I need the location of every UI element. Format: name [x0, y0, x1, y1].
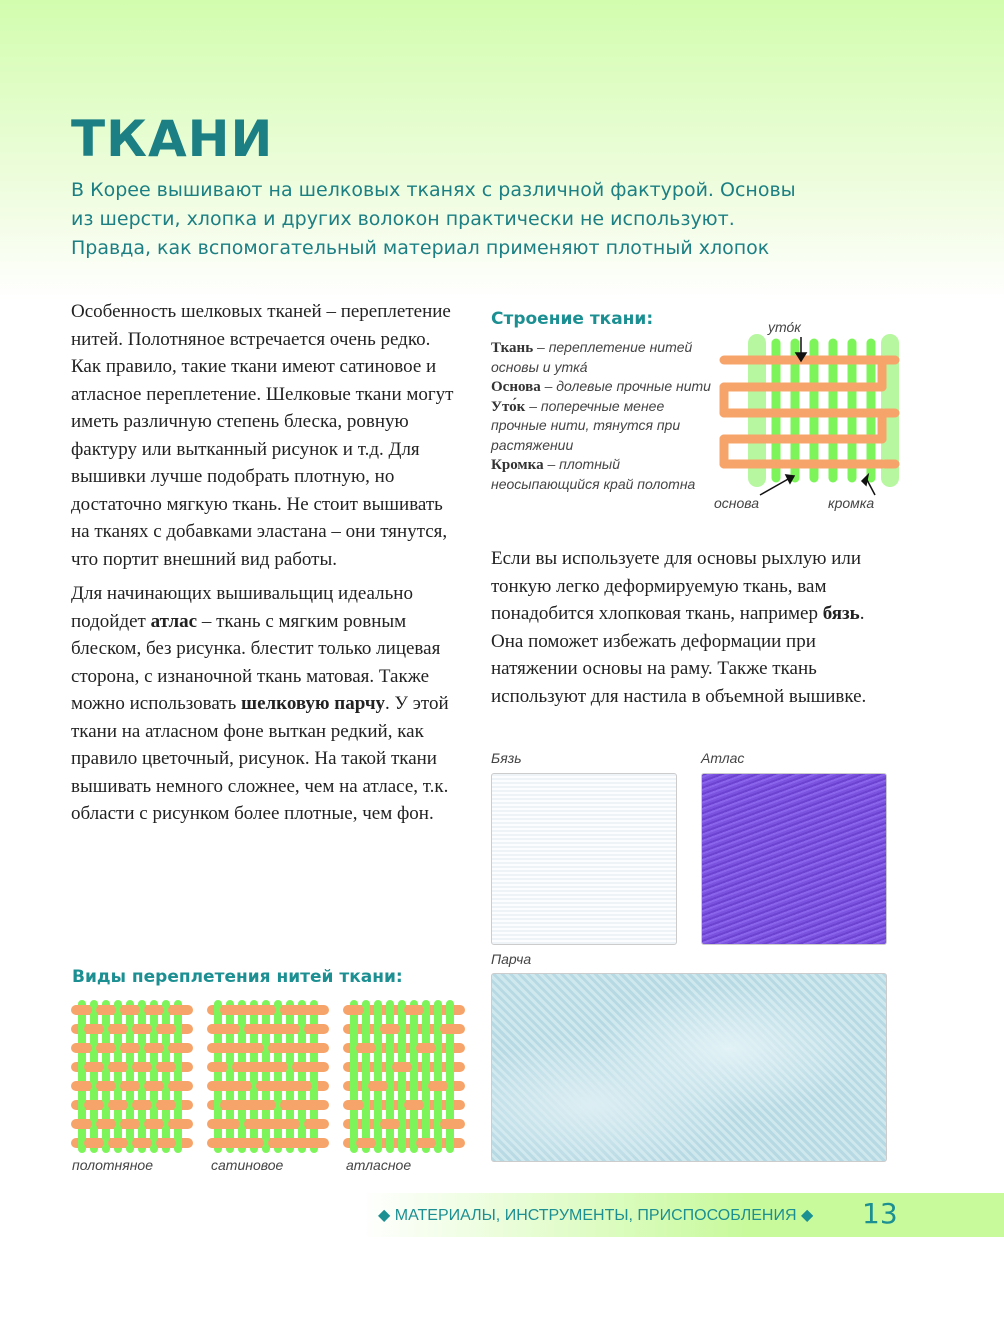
def-term: Уто́к: [491, 398, 526, 415]
weave-label: атласное: [346, 1157, 412, 1173]
bold-term: шелковую парчу: [241, 693, 386, 714]
weave-diagrams: [68, 1000, 468, 1180]
def-item: [491, 455, 713, 494]
paragraph: [71, 580, 461, 828]
weave-label: полотняное: [72, 1157, 153, 1173]
lead-line: из шерсти, хлопка и других волокон практически не используют.: [71, 208, 735, 230]
selvage-label: кромка: [828, 495, 875, 511]
lead-line: В Корее вышивают на шелковых тканях с различной фактурой. Основы: [71, 179, 796, 201]
warp-label: основа: [714, 495, 760, 511]
fabric-structure-diagram: [710, 315, 900, 515]
bold-term: атлас: [150, 610, 198, 632]
lead-line: Правда, как вспомогательный материал применяют плотный хлопок: [71, 237, 770, 259]
arrow-head: [862, 475, 868, 485]
def-term: Кромка: [491, 457, 544, 473]
text-run: . Она поможет избежать деформации при натяжении основы на раму. Также ткань используют для настила в объемной вышивке.: [491, 603, 867, 707]
left-column: [71, 298, 461, 835]
weave-label: сатиновое: [211, 1157, 284, 1173]
weft-label: уто́к: [768, 319, 801, 335]
structure-definitions: [491, 338, 713, 494]
section-title: ◆ МАТЕРИАЛЫ, ИНСТРУМЕНТЫ, ПРИСПОСОБЛЕНИЯ ◆: [378, 1207, 814, 1224]
footer-bar: [360, 1193, 1004, 1237]
text-run: . У этой ткани на атласном фоне выткан редкий, как правило цветочный, рисунок. На такой ткани вышивать немного сложнее, чем на атласе, т.к. области с рисунком более плотные, чем фон.: [71, 693, 449, 824]
weaves-heading: Виды переплетения нитей ткани:: [72, 967, 403, 987]
page-number: 13: [862, 1197, 898, 1230]
bold-term: бязь: [822, 603, 860, 624]
def-term: Основа: [491, 379, 541, 395]
def-desc: – поперечные менее прочные нити, тянутся при растяжении: [491, 397, 681, 453]
satin-swatch: [701, 773, 887, 945]
def-item: [491, 377, 713, 397]
text-run: Для начинающих вышивальщиц идеально подойдет: [71, 583, 413, 632]
page-title: ТКАНИ: [71, 110, 274, 168]
def-term: Ткань: [491, 340, 534, 356]
swatch-label: Атлас: [701, 750, 745, 766]
def-item: [491, 338, 713, 377]
def-desc: – переплетение нитей основы и утка́: [491, 339, 693, 375]
swatch-label: Парча: [491, 951, 532, 967]
paragraph: [491, 545, 891, 710]
def-desc: – долевые прочные нити: [540, 378, 711, 394]
lead-text: [71, 176, 871, 263]
paragraph: Особенность шелковых тканей – переплетение нитей. Полотняное встречается очень редко. Как правило, такие ткани имеют сатиновое и атласное переплетение. Шелковые ткани могут иметь различную степень блеска, ровную фактуру или вытканный рисунок и т.д. Для вышивки лучше подобрать плотную, но достаточно мягкую ткань. Не стоит вышивать на тканях с добавками эластана – они тянутся, что портит внешний вид работы.: [71, 301, 454, 570]
right-paragraph: [491, 545, 891, 710]
structure-heading: Строение ткани:: [491, 309, 654, 329]
def-desc: – плотный неосыпающийся край полотна: [491, 456, 696, 492]
brocade-swatch: [491, 973, 887, 1162]
swatch-label: Бязь: [491, 750, 522, 766]
def-item: [491, 397, 713, 456]
calico-swatch: [491, 773, 677, 945]
text-run: – ткань с мягким ровным блеском, без рисунка. блестит только лицевая сторона, с изнаночной ткань матовая. Также можно использовать: [71, 610, 441, 714]
text-run: Если вы используете для основы рыхлую или тонкую легко деформируемую ткань, вам понадобится хлопковая ткань, например: [491, 548, 862, 624]
